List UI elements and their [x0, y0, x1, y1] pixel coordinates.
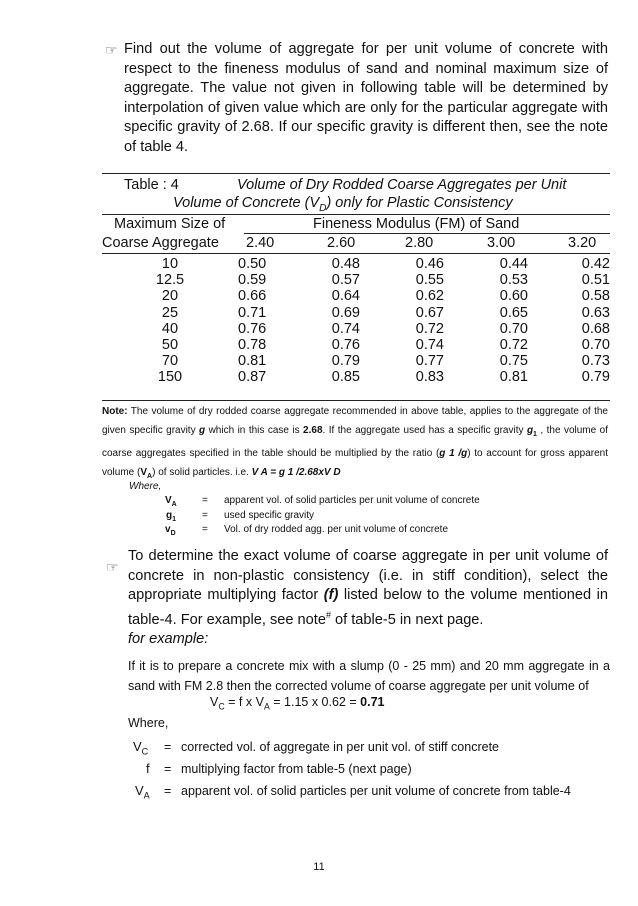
def-symbol: $v_D$ [165, 524, 176, 537]
def-symbol: $V_C$ [133, 739, 149, 757]
table-label: Table : 4 [124, 177, 179, 193]
table-row [102, 305, 610, 321]
table-cell: 20 [161, 288, 179, 305]
for-example-label: for example: [128, 630, 209, 647]
table-cell: 0.81 [238, 353, 267, 370]
def-text: Vol. of dry rodded agg. per unit volume of concrete [224, 524, 449, 535]
note-label: Note: [102, 406, 128, 417]
def-text: multiplying factor from table-5 (next page) [181, 762, 412, 776]
table-cell: 0.72 [499, 337, 528, 354]
table-cell: 0.50 [238, 256, 267, 272]
def-symbol: f [146, 761, 150, 776]
fm-header: Fineness Modulus (FM) of Sand [313, 216, 520, 232]
table-cell: 0.73 [581, 353, 610, 370]
table-row [102, 353, 610, 369]
def-equals: = [164, 740, 172, 754]
table-cell: 150 [157, 369, 183, 386]
table-cell: 0.79 [331, 353, 360, 370]
def-text: used specific gravity [224, 510, 315, 521]
table-cell: 0.76 [331, 337, 360, 354]
page-number: 11 [313, 861, 325, 873]
def-text: corrected vol. of aggregate in per unit vol. of stiff concrete [181, 740, 499, 754]
table-body-rule [102, 253, 610, 254]
table-row [102, 288, 610, 304]
def-text: apparent vol. of solid particles per unit volume of concrete [224, 495, 480, 506]
table-cell: 0.59 [238, 272, 267, 289]
col-header-max-size-line1: Maximum Size of [114, 216, 226, 232]
table-cell: 0.51 [581, 272, 610, 289]
table-cell: 0.76 [238, 320, 267, 337]
def-equals: = [202, 510, 208, 521]
table-cell: 0.65 [499, 304, 528, 321]
def-symbol: $V_A$ [135, 783, 150, 801]
def-equals: = [164, 784, 172, 798]
table-cell: 0.58 [581, 288, 610, 305]
table-row [102, 321, 610, 337]
table-cell: 0.74 [331, 320, 360, 337]
table-cell: 0.63 [581, 304, 610, 321]
table-cell: 0.85 [331, 369, 360, 386]
table-cell: 0.83 [415, 369, 444, 386]
stiff-consistency-paragraph: To determine the exact volume of coarse aggregate in per unit volume of concrete in non-plastic consistency (i.e. in stiff condition), select the appropriate multiplying factor (f) listed below to the volume mentioned in table-4. For example, see note# of table-5 in next page. for example: [128, 548, 608, 647]
table-cell: 0.78 [238, 337, 267, 354]
aggregate-volume-table [102, 256, 610, 386]
table-cell: 40 [161, 320, 179, 337]
def-symbol: $g_1$ [166, 510, 177, 523]
table-cell: 0.74 [415, 337, 444, 354]
table-cell: 25 [161, 304, 179, 321]
table-row [102, 337, 610, 353]
def-text: apparent vol. of solid particles per unit volume of concrete from table-4 [181, 784, 571, 798]
table-title-line1: Volume of Dry Rodded Coarse Aggregates per Unit [237, 177, 567, 193]
fm-value: 2.40 [246, 235, 275, 251]
table-cell: 0.48 [331, 256, 360, 272]
table-row [102, 272, 610, 288]
note-where: Where, [129, 481, 162, 492]
table-cell: 0.69 [331, 304, 360, 321]
fm-value: 2.60 [327, 235, 356, 251]
fm-value: 3.20 [568, 235, 597, 251]
table-cell: 0.67 [415, 304, 444, 321]
fm-value: 3.00 [487, 235, 516, 251]
fm-header-rule [244, 233, 610, 234]
table-cell: 0.44 [499, 256, 528, 272]
table-cell: 0.81 [499, 369, 528, 386]
table-cell: 0.53 [499, 272, 528, 289]
col-header-max-size-line2: Coarse Aggregate [102, 235, 219, 251]
def-equals: = [164, 762, 172, 776]
table-cell: 0.62 [415, 288, 444, 305]
table-title-line2: Volume of Concrete $(V_D)$ only for Plastic Consistency [173, 195, 513, 214]
table-row [102, 369, 610, 385]
table-cell: 0.77 [415, 353, 444, 370]
where-label: Where, [128, 716, 169, 730]
table-cell: 0.46 [415, 256, 444, 272]
table-cell: 0.55 [415, 272, 444, 289]
table-cell: 0.57 [331, 272, 360, 289]
table-top-rule [102, 173, 610, 174]
table-cell: 0.64 [331, 288, 360, 305]
table-cell: 0.66 [238, 288, 267, 305]
table-cell: 50 [161, 337, 179, 354]
pointing-hand-icon: ☞ [106, 559, 119, 575]
intro-paragraph: Find out the volume of aggregate for per unit volume of concrete with respect to the fineness modulus of sand and nominal maximum size of aggregate. The value not given in following table will be determined by interpolation of given value which are only for the particular aggregate with specific gravity of 2.68. If our specific gravity is different then, see the note of table 4. [124, 41, 608, 155]
table-cell: 0.75 [499, 353, 528, 370]
table-row [102, 256, 610, 272]
def-symbol: $V_A$ [165, 495, 177, 508]
table-cell: 0.70 [499, 320, 528, 337]
table-cell: 0.71 [238, 304, 267, 321]
example-paragraph: If it is to prepare a concrete mix with a slump (0 - 25 mm) and 20 mm aggregate in a sand with FM 2.8 then the corrected volume of coarse aggregate per unit volume of [128, 659, 610, 693]
table-bottom-rule [102, 400, 610, 401]
table-cell: 0.72 [415, 320, 444, 337]
table-cell: 0.68 [581, 320, 610, 337]
table-cell: 70 [161, 353, 179, 370]
table-cell: 0.60 [499, 288, 528, 305]
corrected-volume-equation: $V_C = f$ x $V_A = 1.15$ x 0.62 = 0.71 [210, 695, 385, 712]
table-cell: 0.79 [581, 369, 610, 386]
table-cell: 0.42 [581, 256, 610, 272]
pointing-hand-icon: ☞ [105, 42, 118, 58]
table-cell: 0.87 [238, 369, 267, 386]
def-equals: = [202, 524, 208, 535]
def-equals: = [202, 495, 208, 506]
table-cell: 12.5 [155, 272, 185, 289]
table-note: Note: The volume of dry rodded coarse aggregate recommended in above table, applies to the aggregate of the given specific gravity g which in this case is 2.68. If the aggregate used has a specific gravity $g_1$ , the volume of coarse aggregates specified in the table should be multiplied by the ratio (g 1 /g) to account for gross apparent volume $(V_A)$ of solid particles. i.e. V A = g 1 /2.68xV D [102, 406, 609, 480]
table-header-rule [102, 214, 610, 215]
fm-value: 2.80 [405, 235, 434, 251]
table-cell: 10 [161, 256, 179, 272]
table-cell: 0.70 [581, 337, 610, 354]
